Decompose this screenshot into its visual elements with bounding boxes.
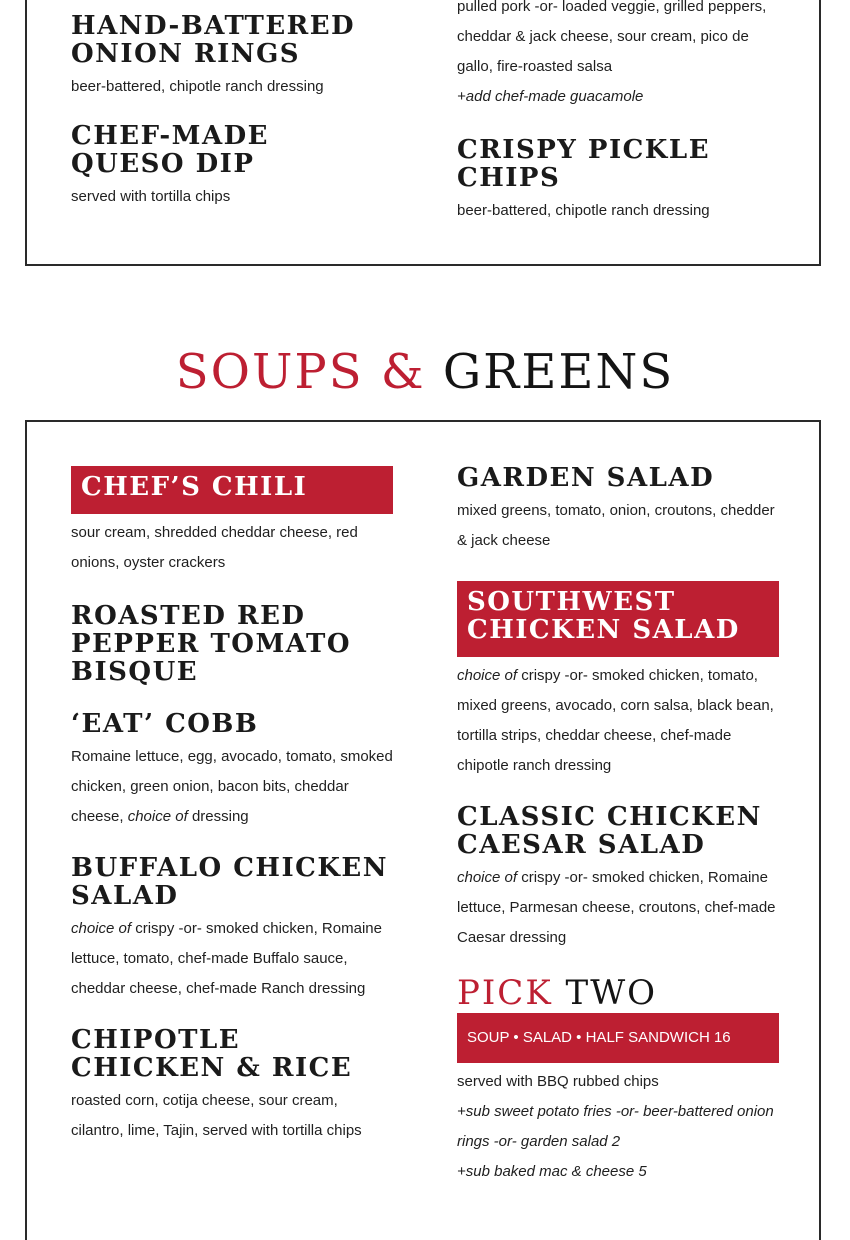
chili-banner (71, 466, 393, 514)
item-title: HAND-BATTERED ONION RINGS (71, 11, 356, 69)
pick-two-title (457, 973, 779, 1013)
cobb-desc-end: dressing (191, 808, 249, 825)
item-title: CHEF’S CHILI (81, 472, 308, 502)
item-description: beer-battered, chipotle ranch dressing (457, 202, 710, 219)
pick-two-accent: PICK (457, 973, 553, 1013)
choice-of-label: choice of (457, 869, 518, 886)
item-description: roasted corn, cotija cheese, sour cream, cilantro, lime, Tajin, served with tortilla chips (71, 1092, 362, 1139)
item-addon: +add chef-made guacamole (457, 88, 644, 105)
item-title: CRISPY PICKLE CHIPS (457, 135, 711, 193)
menu-item-onion-rings (71, 12, 393, 102)
item-description (457, 661, 779, 781)
buffalo-desc: crispy -or- smoked chicken, Romaine lettuce, tomato, chef-made Buffalo sauce, cheddar cheese, chef-made Ranch dressing (71, 920, 382, 997)
caesar-desc: crispy -or- smoked chicken, Romaine lettuce, Parmesan cheese, croutons, chef-made Caesar dressing (457, 869, 776, 946)
section-title-rest: GREENS (442, 344, 675, 400)
menu-item-queso (71, 122, 393, 212)
menu-item-nachos (457, 0, 779, 112)
pick-two-sub-mac: +sub baked mac & cheese 5 (457, 1163, 647, 1180)
item-description (71, 914, 393, 1004)
section-title-soups-greens (0, 340, 850, 404)
item-title: CHIPOTLE CHICKEN & RICE (71, 1025, 353, 1083)
pick-two-sub-sides: +sub sweet potato fries -or- beer-battered onion rings -or- garden salad 2 (457, 1103, 774, 1150)
item-description: mixed greens, tomato, onion, croutons, chedder & jack cheese (457, 502, 775, 549)
menu-item-caesar (457, 803, 779, 953)
item-description: beer-battered, chipotle ranch dressing (71, 78, 324, 95)
item-title: ‘EAT’ COBB (71, 709, 259, 739)
item-title: SOUTHWEST CHICKEN SALAD (467, 587, 740, 645)
menu-item-chipotle (71, 1026, 393, 1146)
item-description: pulled pork -or- loaded veggie, grilled peppers, cheddar & jack cheese, sour cream, pico de gallo, fire-roasted salsa (457, 0, 767, 75)
appetizers-left-column (71, 12, 393, 212)
menu-item-cobb (71, 710, 393, 832)
southwest-desc: crispy -or- smoked chicken, tomato, mixed greens, avocado, corn salsa, black bean, tortilla strips, cheddar cheese, chef-made chipotle ranch dressing (457, 667, 774, 774)
cobb-desc: Romaine lettuce, egg, avocado, tomato, smoked chicken, green onion, bacon bits, cheddar cheese, (71, 748, 393, 825)
section-title-accent: SOUPS & (175, 344, 426, 400)
choice-of-label: choice of (71, 920, 132, 937)
soups-left-column (71, 466, 393, 1146)
pick-two-served: served with BBQ rubbed chips (457, 1073, 659, 1090)
pick-two-rest: TWO (565, 973, 658, 1013)
pick-two-combo-bar: SOUP • SALAD • HALF SANDWICH 16 (457, 1013, 779, 1063)
choice-of-label: choice of (127, 808, 188, 825)
appetizers-right-column (457, 0, 779, 226)
item-description (457, 863, 779, 953)
menu-item-pickle-chips (457, 136, 779, 226)
item-description: sour cream, shredded cheddar cheese, red onions, oyster crackers (71, 524, 358, 571)
soups-right-column (457, 464, 779, 1187)
pick-two-block (457, 973, 779, 1187)
item-title: GARDEN SALAD (457, 463, 715, 493)
menu-item-garden (457, 464, 779, 556)
choice-of-label: choice of (457, 667, 518, 684)
item-title: CHEF-MADE QUESO DIP (71, 121, 269, 179)
item-title: BUFFALO CHICKEN SALAD (71, 853, 388, 911)
menu-item-bisque (71, 602, 393, 686)
item-title: ROASTED RED PEPPER TOMATO BISQUE (71, 601, 351, 687)
southwest-banner (457, 581, 779, 657)
item-description: served with tortilla chips (71, 188, 231, 205)
item-description (71, 742, 393, 832)
item-title: CLASSIC CHICKEN CAESAR SALAD (457, 802, 762, 860)
menu-item-buffalo (71, 854, 393, 1004)
